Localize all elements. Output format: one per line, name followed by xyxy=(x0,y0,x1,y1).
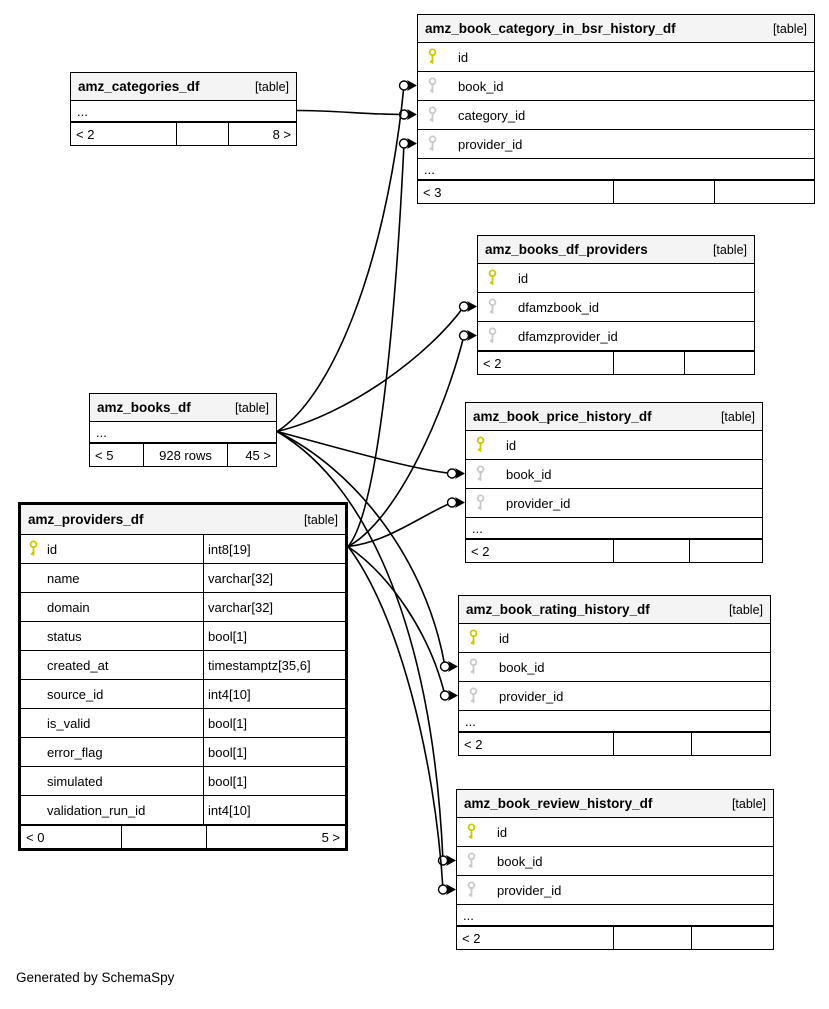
primary-key-icon xyxy=(427,49,438,66)
foreign-key-icon xyxy=(427,136,438,153)
column-type: int8[19] xyxy=(203,535,345,563)
table-amz_book_category_in_bsr_history_df[interactable] xyxy=(417,14,815,204)
column-name: provider_id xyxy=(497,882,562,898)
column-row-book_id xyxy=(418,72,814,101)
table-amz_book_rating_history_df[interactable] xyxy=(458,595,771,756)
primary-key-icon xyxy=(487,270,498,287)
row-count xyxy=(613,352,684,374)
table-header[interactable] xyxy=(71,73,296,101)
foreign-key-icon xyxy=(466,882,477,899)
table-type-tag: [table] xyxy=(234,400,269,415)
column-row-category_id xyxy=(418,101,814,130)
column-type: timestamptz[35,6] xyxy=(203,651,345,679)
child-count: 45 > xyxy=(227,444,276,466)
table-title: amz_book_review_history_df xyxy=(464,796,653,811)
table-amz_books_df[interactable] xyxy=(89,393,277,467)
fk-cardinality-circle-icon xyxy=(460,331,469,340)
more-columns-ellipsis: ... xyxy=(466,518,762,539)
parent-count: < 2 xyxy=(76,126,95,142)
row-count xyxy=(121,826,206,848)
more-columns-ellipsis: ... xyxy=(90,422,276,443)
fk-cardinality-circle-icon xyxy=(441,691,450,700)
column-row-id xyxy=(457,818,773,847)
column-row-id xyxy=(466,431,762,460)
more-columns-ellipsis: ... xyxy=(418,159,814,180)
parent-count: < 2 xyxy=(483,355,502,371)
column-name: category_id xyxy=(458,107,526,123)
column-name: source_id xyxy=(47,686,104,702)
table-footer xyxy=(71,122,296,145)
table-type-tag: [table] xyxy=(254,79,289,94)
more-columns-ellipsis: ... xyxy=(457,905,773,926)
fk-cardinality-circle-icon xyxy=(439,885,448,894)
primary-key-icon xyxy=(466,824,477,841)
table-type-tag: [table] xyxy=(712,242,747,257)
column-name: book_id xyxy=(499,659,545,675)
table-footer xyxy=(457,926,773,949)
table-header[interactable] xyxy=(478,236,754,264)
column-name: provider_id xyxy=(458,136,523,152)
table-footer xyxy=(90,443,276,466)
column-name: dfamzprovider_id xyxy=(518,328,618,344)
column-row-provider_id xyxy=(466,489,762,518)
table-footer xyxy=(459,732,770,755)
column-row-provider_id xyxy=(457,876,773,905)
column-name: dfamzbook_id xyxy=(518,299,599,315)
foreign-key-icon xyxy=(475,495,486,512)
child-count xyxy=(691,733,770,755)
fk-curve-amz_books_df-to-amz_books_df_providers-dfamzbook_id xyxy=(277,307,464,432)
column-type: bool[1] xyxy=(203,709,345,737)
child-count xyxy=(684,352,754,374)
foreign-key-icon xyxy=(468,659,479,676)
table-type-tag: [table] xyxy=(772,21,807,36)
foreign-key-icon xyxy=(466,853,477,870)
column-row-id xyxy=(459,624,770,653)
column-name: name xyxy=(47,570,80,586)
table-amz_providers_df[interactable] xyxy=(18,502,348,851)
column-row-is_valid xyxy=(21,709,345,738)
row-count xyxy=(613,181,714,203)
foreign-key-icon xyxy=(487,299,498,316)
column-type: varchar[32] xyxy=(203,593,345,621)
table-amz_book_price_history_df[interactable] xyxy=(465,402,763,563)
primary-key-icon xyxy=(475,437,486,454)
column-type: int4[10] xyxy=(203,680,345,708)
table-header[interactable] xyxy=(466,403,762,431)
primary-key-icon xyxy=(28,541,39,558)
column-row-id xyxy=(478,264,754,293)
column-row-simulated xyxy=(21,767,345,796)
column-row-provider_id xyxy=(418,130,814,159)
child-count: 5 > xyxy=(206,826,345,848)
fk-curve-amz_books_df-to-amz_book_price_history_df-book_id xyxy=(277,432,452,474)
column-row-source_id xyxy=(21,680,345,709)
column-name: id xyxy=(499,630,510,646)
table-header[interactable] xyxy=(418,15,814,43)
fk-curve-amz_providers_df-to-amz_book_category_in_bsr_history_df-provider_id xyxy=(348,144,404,547)
table-type-tag: [table] xyxy=(720,409,755,424)
parent-count: < 0 xyxy=(26,829,45,845)
parent-count: < 2 xyxy=(462,930,481,946)
fk-curve-amz_providers_df-to-amz_books_df_providers-dfamzprovider_id xyxy=(348,336,464,547)
table-title: amz_book_price_history_df xyxy=(473,409,652,424)
table-title: amz_book_category_in_bsr_history_df xyxy=(425,21,676,36)
column-name: id xyxy=(506,437,517,453)
fk-cardinality-circle-icon xyxy=(448,469,457,478)
column-type: bool[1] xyxy=(203,622,345,650)
child-count: 8 > xyxy=(228,123,296,145)
foreign-key-icon xyxy=(468,688,479,705)
row-count xyxy=(176,123,228,145)
column-row-id xyxy=(21,535,345,564)
parent-count: < 5 xyxy=(95,447,114,463)
foreign-key-icon xyxy=(475,466,486,483)
column-name: id xyxy=(518,270,529,286)
column-row-name xyxy=(21,564,345,593)
table-title: amz_books_df xyxy=(97,400,191,415)
column-name: id xyxy=(458,49,469,65)
parent-count: < 3 xyxy=(423,184,442,200)
child-count xyxy=(691,927,773,949)
column-row-id xyxy=(418,43,814,72)
table-title: amz_books_df_providers xyxy=(485,242,648,257)
table-type-tag: [table] xyxy=(728,602,763,617)
table-type-tag: [table] xyxy=(731,796,766,811)
column-type: bool[1] xyxy=(203,767,345,795)
table-header[interactable] xyxy=(459,596,770,624)
row-count xyxy=(613,927,691,949)
column-name: error_flag xyxy=(47,744,103,760)
column-name: book_id xyxy=(458,78,504,94)
column-type: varchar[32] xyxy=(203,564,345,592)
table-header[interactable] xyxy=(21,505,345,535)
column-name: status xyxy=(47,628,82,644)
table-footer xyxy=(478,351,754,374)
table-footer xyxy=(21,825,345,848)
foreign-key-icon xyxy=(487,328,498,345)
child-count xyxy=(714,181,814,203)
foreign-key-icon xyxy=(427,78,438,95)
more-columns-ellipsis: ... xyxy=(459,711,770,732)
column-name: id xyxy=(497,824,508,840)
fk-cardinality-circle-icon xyxy=(448,498,457,507)
foreign-key-icon xyxy=(427,107,438,124)
column-name: book_id xyxy=(506,466,552,482)
column-type: int4[10] xyxy=(203,796,345,824)
column-type: bool[1] xyxy=(203,738,345,766)
column-name: provider_id xyxy=(499,688,564,704)
parent-count: < 2 xyxy=(464,736,483,752)
fk-cardinality-circle-icon xyxy=(460,302,469,311)
column-name: is_valid xyxy=(47,715,91,731)
column-row-status xyxy=(21,622,345,651)
column-name: book_id xyxy=(497,853,543,869)
table-title: amz_categories_df xyxy=(78,79,200,94)
column-name: provider_id xyxy=(506,495,571,511)
generated-by-note: Generated by SchemaSpy xyxy=(16,970,175,985)
table-header[interactable] xyxy=(457,790,773,818)
row-count xyxy=(613,733,691,755)
column-row-book_id xyxy=(457,847,773,876)
column-row-dfamzprovider_id xyxy=(478,322,754,351)
parent-count: < 2 xyxy=(471,543,490,559)
primary-key-icon xyxy=(468,630,479,647)
child-count xyxy=(689,540,762,562)
column-row-book_id xyxy=(466,460,762,489)
table-type-tag: [table] xyxy=(303,512,338,527)
more-columns-ellipsis: ... xyxy=(71,101,296,122)
column-name: id xyxy=(47,541,58,557)
row-count: 928 rows xyxy=(143,444,227,466)
column-name: validation_run_id xyxy=(47,802,146,818)
column-name: domain xyxy=(47,599,90,615)
column-row-dfamzbook_id xyxy=(478,293,754,322)
table-title: amz_book_rating_history_df xyxy=(466,602,650,617)
fk-cardinality-circle-icon xyxy=(400,139,409,148)
column-name: simulated xyxy=(47,773,103,789)
table-amz_book_review_history_df[interactable] xyxy=(456,789,774,950)
column-row-domain xyxy=(21,593,345,622)
fk-cardinality-circle-icon xyxy=(400,81,409,90)
column-row-book_id xyxy=(459,653,770,682)
table-amz_books_df_providers[interactable] xyxy=(477,235,755,375)
column-row-validation_run_id xyxy=(21,796,345,825)
column-row-error_flag xyxy=(21,738,345,767)
column-name: created_at xyxy=(47,657,109,673)
table-footer xyxy=(418,180,814,203)
fk-curve-amz_categories_df-to-amz_book_category_in_bsr_history_df-category_id xyxy=(297,111,404,115)
table-title: amz_providers_df xyxy=(28,512,144,527)
table-amz_categories_df[interactable] xyxy=(70,72,297,146)
column-row-created_at xyxy=(21,651,345,680)
table-footer xyxy=(466,539,762,562)
column-row-provider_id xyxy=(459,682,770,711)
row-count xyxy=(613,540,689,562)
table-header[interactable] xyxy=(90,394,276,422)
fk-cardinality-circle-icon xyxy=(441,662,450,671)
